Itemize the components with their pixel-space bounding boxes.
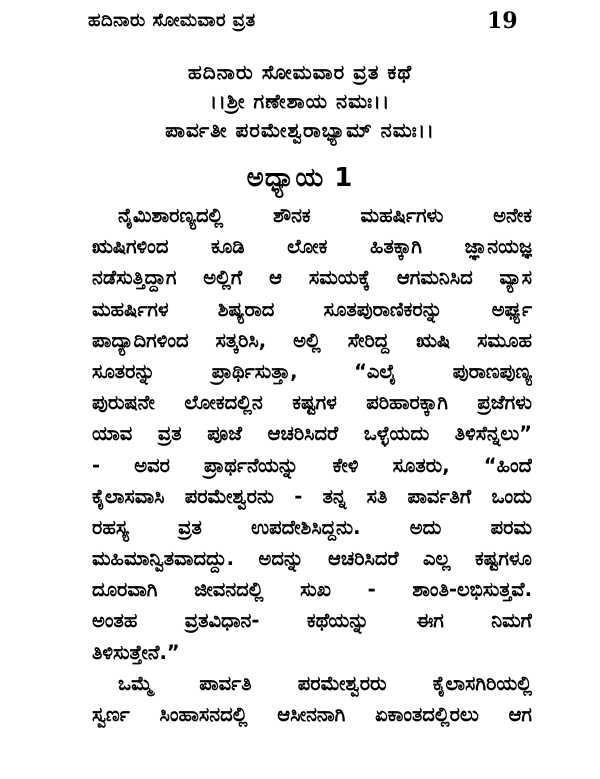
invocation-ganesha: ।।ಶ್ರೀ ಗಣೇಶಾಯ ನಮಃ।। [209, 89, 391, 113]
chapter-heading: ಅಧ್ಯಾಯ 1 [246, 163, 354, 193]
text-line: ಕೈಲಾಸವಾಸಿ ಪರಮೇಶ್ವರನು - ತನ್ನ ಸತಿ ಪಾರ್ವತಿಗೆ ಒಂದು [92, 484, 532, 508]
text-line: ದೂರವಾಗಿ ಜೀವನದಲ್ಲಿ ಸುಖ - ಶಾಂತಿ-ಲಭಿಸುತ್ತವೆ. [92, 578, 532, 602]
text-line: ನೈಮಿಶಾರಣ್ಯದಲ್ಲಿ ಶೌನಕ ಮಹರ್ಷಿಗಳು ಅನೇಕ [118, 204, 532, 227]
text-line: ಯಾವ ವ್ರತ ಪೂಜೆ ಆಚರಿಸಿದರೆ ಒಳ್ಳೆಯದು ತಿಳಿಸೆನ್ನಲು” [92, 422, 532, 446]
text-line: ರಹಸ್ಯ ವ್ರತ ಉಪದೇಶಿಸಿದ್ದನು. ಅದು ಪರಮ [92, 515, 532, 539]
page-number: 19 [487, 8, 518, 34]
text-line: ಸೂತರನ್ನು ಪ್ರಾರ್ಥಿಸುತ್ತಾ, “ಎಲೈ ಪುರಾಣಪುಣ್ಯ [92, 359, 532, 383]
title-block [0, 58, 600, 145]
text-line: ಸ್ವರ್ಣ ಸಿಂಹಾಸನದಲ್ಲಿ ಆಸೀನನಾಗಿ ಏಕಾಂತದಲ್ಲಿರಲು ಆಗ [92, 703, 532, 726]
text-line: ಅಂತಹ ವ್ರತವಿಧಾನ- ಕಥೆಯನ್ನು ಈಗ ನಿಮಗೆ [92, 609, 532, 633]
body-text [92, 200, 532, 730]
story-title: ಹದಿನಾರು ಸೋಮವಾರ ವ್ರತ ಕಥೆ [187, 60, 413, 84]
text-line: ಮಹರ್ಷಿಗಳ ಶಿಷ್ಯರಾದ ಸೂತಪುರಾಣಿಕರನ್ನು ಅರ್ಘ್ಯ [92, 297, 532, 321]
invocation-parvati-parameshwara: ಪಾರ್ವತೀ ಪರಮೇಶ್ವರಾಭ್ಯಾಮ್ ನಮಃ।। [165, 118, 435, 142]
text-line: ಪಾದ್ಯಾದಿಗಳಿಂದ ಸತ್ಕರಿಸಿ, ಅಲ್ಲಿ ಸೇರಿದ್ದ ಋಷಿ ಸಮೂಹ [92, 328, 532, 352]
text-line: ಋಷಿಗಳಿಂದ ಕೂಡಿ ಲೋಕ ಹಿತಕ್ಕಾಗಿ ಜ್ಞಾನಯಜ್ಞ [92, 235, 532, 259]
text-line: ನಡೆಸುತ್ತಿದ್ದಾಗ ಅಲ್ಲಿಗೆ ಆ ಸಮಯಕ್ಕೆ ಆಗಮನಿಸಿದ ವ್ಯಾಸ [92, 266, 532, 290]
text-line: ಒಮ್ಮೆ ಪಾರ್ವತಿ ಪರಮೇಶ್ವರರು ಕೈಲಾಸಗಿರಿಯಲ್ಲಿ [118, 671, 532, 695]
text-line: ತಿಳಿಸುತ್ತೇನೆ.” [92, 640, 180, 664]
text-line: - ಅವರ ಪ್ರಾರ್ಥನೆಯನ್ನು ಕೇಳಿ ಸೂತರು, “ಹಿಂದೆ [92, 453, 532, 477]
running-header: ಹದಿನಾರು ಸೋಮವಾರ ವ್ರತ [88, 10, 256, 31]
text-line: ಮಹಿಮಾನ್ವಿತವಾದದ್ದು. ಅದನ್ನು ಆಚರಿಸಿದರೆ ಎಲ್ಲ ಕಷ್ಟಗಳೂ [92, 547, 532, 571]
text-line: ಪುರುಷನೇ ಲೋಕದಲ್ಲಿನ ಕಷ್ಟಗಳ ಪರಿಹಾರಕ್ಕಾಗಿ ಪ್ರಜೆಗಳು [92, 391, 532, 415]
